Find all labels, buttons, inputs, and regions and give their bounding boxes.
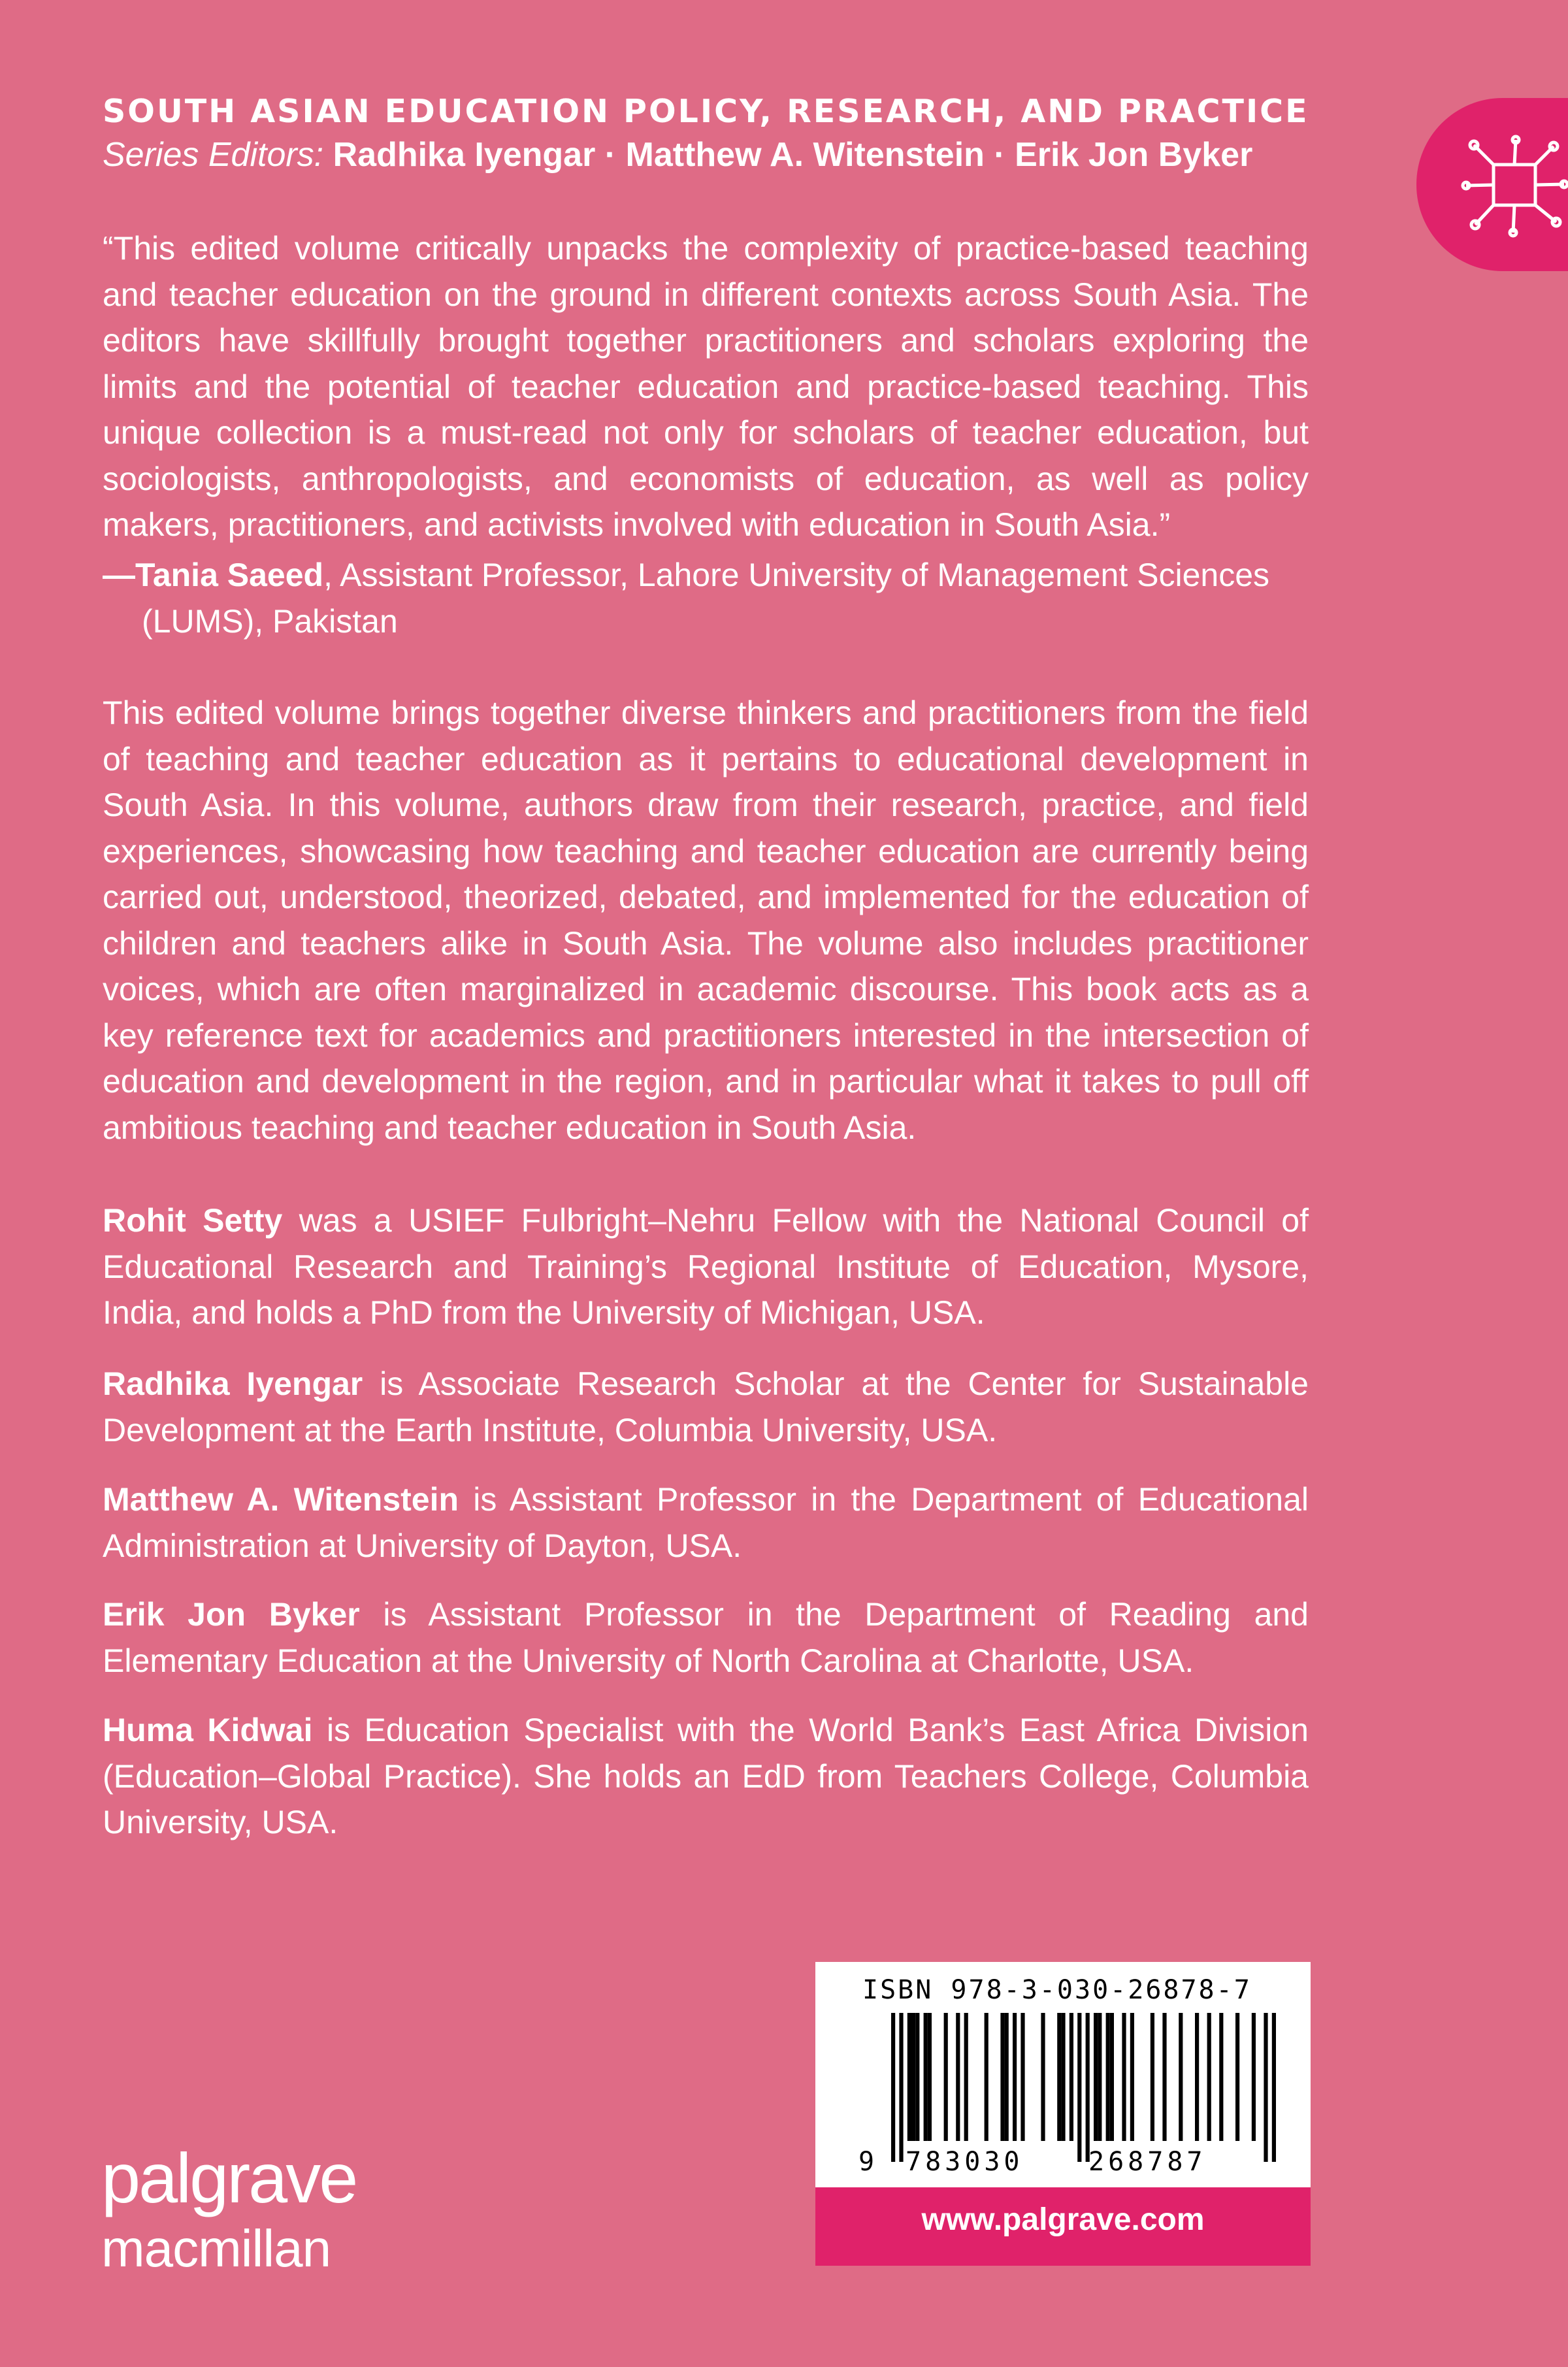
barcode-bar <box>1005 2013 1009 2141</box>
logo-macmillan: macmillan <box>101 2219 331 2277</box>
barcode-bar <box>1094 2013 1098 2141</box>
palgrave-network-icon <box>1448 118 1568 255</box>
barcode-digit-first: 9 <box>858 2147 879 2177</box>
bio-text: is Associate Research Scholar at the Center for Sustainable Development at the Earth Institute, Columbia University, USA. <box>103 1365 1309 1448</box>
barcode-bar <box>1235 2013 1239 2141</box>
barcode-bar <box>891 2013 895 2162</box>
barcode-digits-group1: 783030 <box>906 2147 1024 2177</box>
attribution-name: Tania Saeed <box>135 557 324 593</box>
barcode-bar <box>1219 2013 1223 2141</box>
barcode-bar <box>911 2013 915 2141</box>
bio-text: is Education Specialist with the World Bank’s East Africa Division (Education–Global Practice). She holds an EdD from Teachers College, Columbia University, USA. <box>103 1712 1309 1840</box>
series-title: SOUTH ASIAN EDUCATION POLICY, RESEARCH, AND PRACTICE <box>103 93 1309 130</box>
barcode-bar <box>985 2013 988 2141</box>
barcode-bar <box>1021 2013 1024 2141</box>
series-editors-line <box>103 133 1344 176</box>
barcode-bar <box>1207 2013 1211 2141</box>
barcode-bar <box>1195 2013 1199 2141</box>
barcode-bar <box>1070 2013 1073 2141</box>
palgrave-macmillan-logo <box>101 2138 357 2277</box>
bio-name: Rohit Setty <box>103 1202 283 1239</box>
barcode-bar <box>1130 2013 1134 2141</box>
barcode-bar <box>964 2013 968 2141</box>
publisher-url[interactable]: www.palgrave.com <box>921 2202 1205 2237</box>
barcode-bar <box>1122 2013 1126 2141</box>
barcode-bar <box>956 2013 960 2141</box>
book-description: This edited volume brings together diverse thinkers and practitioners from the field of teaching and teacher education as it pertains to educational development in South Asia. In this volume, authors draw from their research, practice, and field experiences, showcasing how teaching and teacher education are currently being carried out, understood, theorized, debated, and implemented for the education of children and teachers alike in South Asia. The volume also includes practitioner voices, which are often marginalized in academic discourse. This book acts as a key reference text for academics and practitioners interested in the intersection of education and development in the region, and in particular what it takes to pull off ambitious teaching and teacher education in South Asia. <box>103 694 1309 1146</box>
barcode-bars <box>815 1962 1311 2187</box>
isbn-label: ISBN 978-3-030-26878-7 <box>862 1975 1252 2005</box>
bio-matthew-witenstein <box>103 1477 1309 1569</box>
bio-huma-kidwai <box>103 1707 1309 1846</box>
attribution-dash: — <box>103 557 135 593</box>
logo-palgrave: palgrave <box>101 2138 357 2217</box>
barcode-bar <box>1272 2013 1276 2162</box>
barcode-bar <box>1252 2013 1256 2141</box>
barcode-bar <box>1179 2013 1183 2141</box>
bio-name: Huma Kidwai <box>103 1712 313 1748</box>
barcode-bar <box>899 2013 903 2162</box>
barcode-bar <box>1162 2013 1166 2141</box>
attribution-role: , Assistant Professor, Lahore University of Management Sciences (LUMS), Pakistan <box>142 557 1270 640</box>
barcode-bar <box>928 2013 932 2141</box>
bio-erik-jon-byker <box>103 1592 1309 1684</box>
isbn-barcode <box>815 1962 1311 2187</box>
barcode-bar <box>1041 2013 1045 2141</box>
series-editors-names: Radhika Iyengar · Matthew A. Witenstein · Erik Jon Byker <box>333 136 1253 174</box>
bio-text: is Assistant Professor in the Department of Reading and Elementary Education at the University of North Carolina at Charlotte, USA. <box>103 1596 1309 1679</box>
publisher-logo-tab <box>1416 98 1568 271</box>
barcode-bar <box>1061 2013 1065 2141</box>
barcode-bar <box>1086 2013 1090 2162</box>
barcode-bar <box>944 2013 948 2141</box>
bio-rohit-setty <box>103 1198 1309 1336</box>
barcode-bar <box>1106 2013 1110 2141</box>
publisher-url-bar <box>815 2187 1311 2266</box>
barcode-bar <box>1077 2013 1081 2162</box>
barcode-bar <box>1264 2013 1267 2162</box>
barcode-bar <box>1013 2013 1017 2141</box>
barcode-bar <box>915 2013 919 2141</box>
barcode-bar <box>924 2013 928 2141</box>
endorsement-quote: “This edited volume critically unpacks the complexity of practice-based teaching and teacher education on the ground in different contexts across South Asia. The editors have skillfully brought together practitioners and scholars exploring the limits and the potential of teacher education and practice-based teaching. This unique collection is a must-read not only for scholars of teacher education, but sociologists, anthropologists, and economists of education, as well as policy makers, practitioners, and activists involved with education in South Asia.” <box>103 230 1309 543</box>
bio-radhika-iyengar <box>103 1361 1309 1453</box>
barcode-bar <box>1151 2013 1154 2141</box>
bio-text: was a USIEF Fulbright–Nehru Fellow with the National Council of Educational Research and Training’s Regional Institute of Education, Mysore, India, and holds a PhD from the University of Michigan, USA. <box>103 1202 1309 1331</box>
bio-name: Matthew A. Witenstein <box>103 1481 459 1518</box>
bio-text: is Assistant Professor in the Department of Educational Administration at University of Dayton, USA. <box>103 1481 1309 1564</box>
bio-name: Erik Jon Byker <box>103 1596 360 1633</box>
series-header <box>103 90 1344 176</box>
barcode-bar <box>907 2013 911 2141</box>
series-editors-label: Series Editors: <box>103 136 324 174</box>
barcode-bar <box>1110 2013 1114 2141</box>
barcode-bar <box>1098 2013 1102 2141</box>
barcode-bar <box>1057 2013 1061 2141</box>
bio-name: Radhika Iyengar <box>103 1365 363 1402</box>
barcode-bar <box>1000 2013 1004 2141</box>
endorsement-attribution <box>103 552 1309 644</box>
barcode-digits-group2: 268787 <box>1088 2147 1207 2177</box>
